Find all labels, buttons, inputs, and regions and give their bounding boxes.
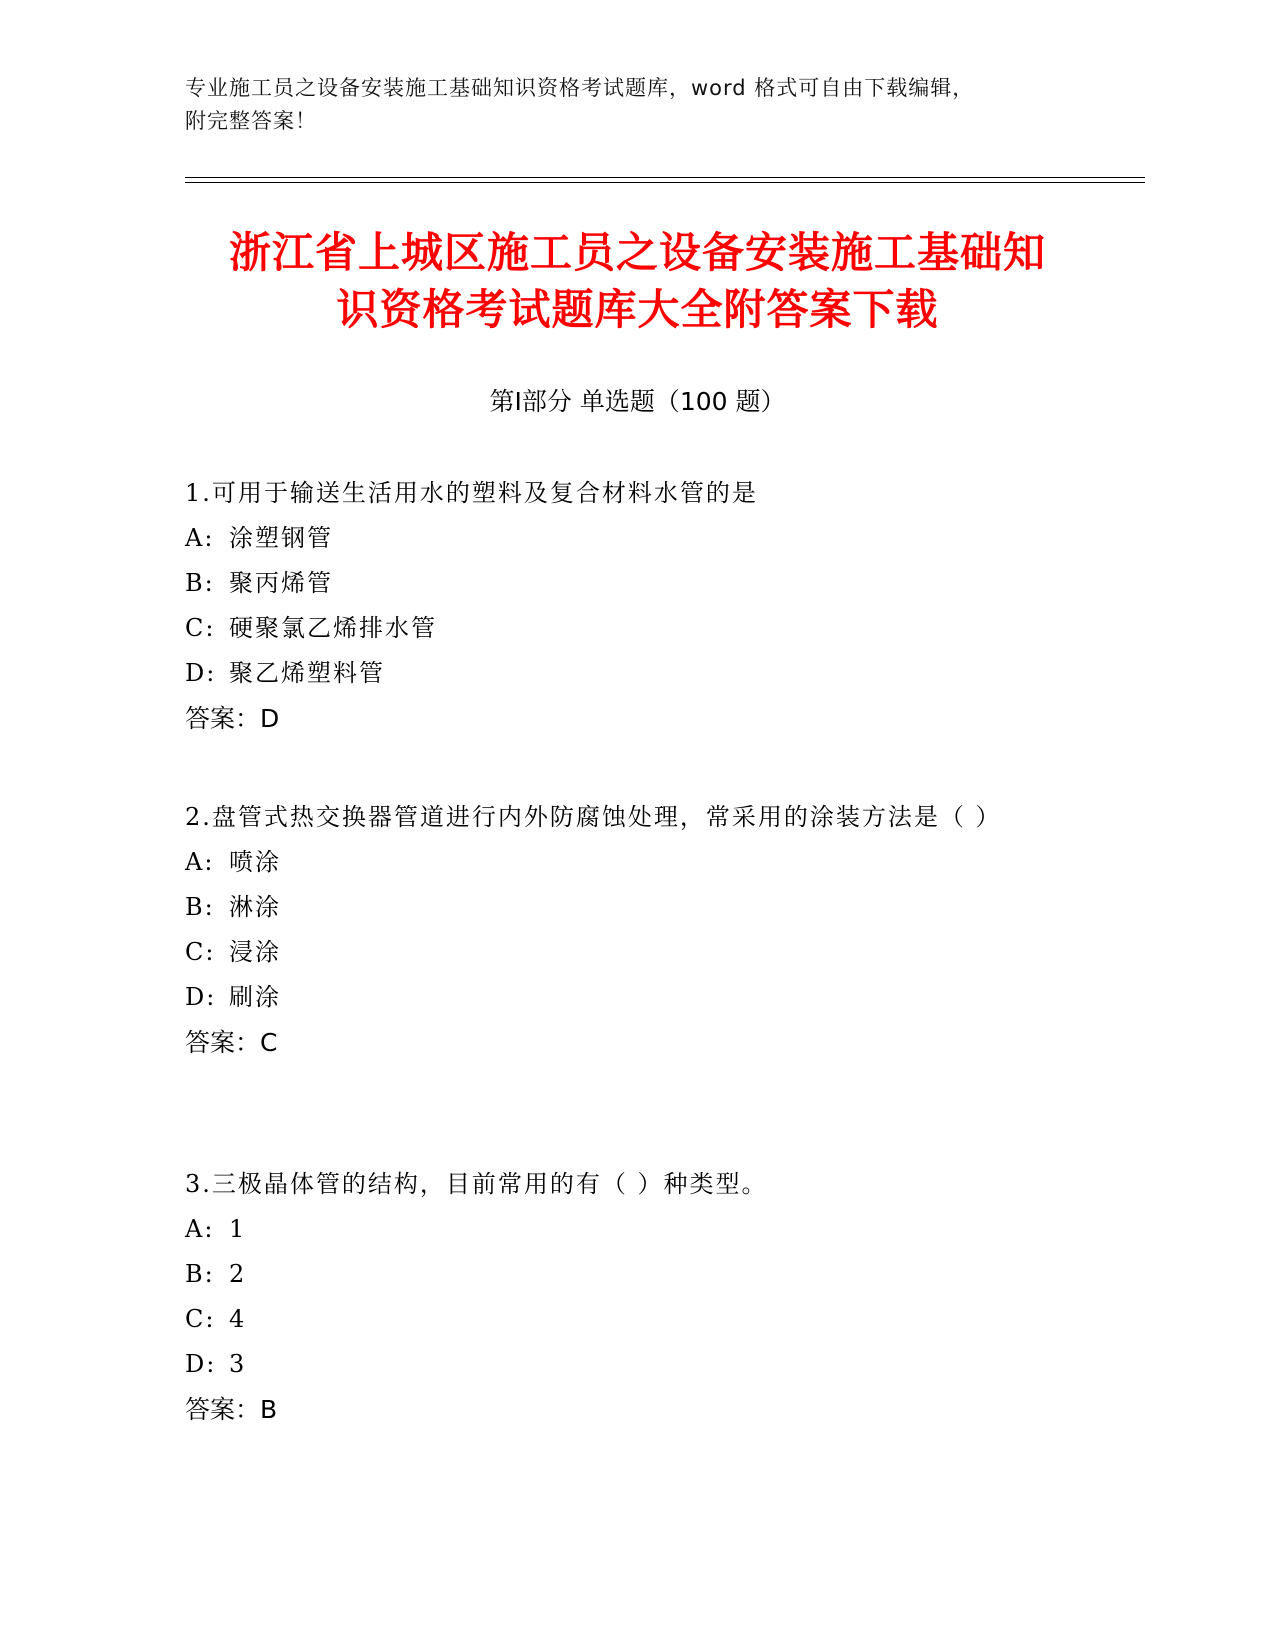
option-key: C:: [185, 938, 216, 966]
option-text: 浸涂: [229, 938, 281, 966]
option-key: B:: [185, 1260, 215, 1288]
intro-line-1: 专业施工员之设备安装施工基础知识资格考试题库，word 格式可自由下载编辑，: [185, 76, 975, 100]
option-key: D:: [185, 659, 217, 687]
option-text: 淋涂: [229, 893, 281, 921]
option-d: [185, 1342, 1085, 1387]
option-c: [185, 930, 1085, 975]
document-title: [160, 224, 1115, 338]
question-3: [185, 1162, 1085, 1432]
option-d: [185, 975, 1085, 1020]
question-text: 2.盘管式热交换器管道进行内外防腐蚀处理，常采用的涂装方法是（ ）: [185, 803, 1002, 831]
option-text: 聚乙烯塑料管: [229, 659, 385, 687]
intro-line-2: 附完整答案！: [185, 109, 317, 133]
option-key: D:: [185, 983, 217, 1011]
option-key: C:: [185, 614, 216, 642]
question-2: [185, 795, 1085, 1065]
option-key: C:: [185, 1305, 216, 1333]
option-text: 1: [229, 1215, 247, 1243]
option-text: 3: [229, 1350, 247, 1378]
option-text: 涂塑钢管: [229, 524, 333, 552]
option-c: [185, 606, 1085, 651]
option-key: A:: [185, 524, 215, 552]
option-key: A:: [185, 1215, 215, 1243]
section-heading: 第Ⅰ部分 单选题（100 题）: [489, 387, 786, 416]
option-text: 刷涂: [229, 983, 281, 1011]
option-a: [185, 516, 1085, 561]
header-divider-bottom: [185, 182, 1145, 183]
title-line-1: 浙江省上城区施工员之设备安装施工基础知: [228, 228, 1046, 277]
answer-line: 答案：D: [185, 704, 280, 733]
question-text: 1.可用于输送生活用水的塑料及复合材料水管的是: [185, 479, 758, 507]
option-b: [185, 561, 1085, 606]
option-c: [185, 1297, 1085, 1342]
option-text: 2: [229, 1260, 247, 1288]
option-a: [185, 840, 1085, 885]
answer-line: 答案：B: [185, 1395, 278, 1424]
option-key: B:: [185, 569, 215, 597]
option-key: A:: [185, 848, 215, 876]
document-intro: [185, 72, 1085, 138]
option-b: [185, 1252, 1085, 1297]
title-line-2: 识资格考试题库大全附答案下载: [336, 285, 939, 334]
option-d: [185, 651, 1085, 696]
option-key: B:: [185, 893, 215, 921]
question-1: [185, 471, 1085, 741]
option-key: D:: [185, 1350, 217, 1378]
header-divider-top: [185, 177, 1145, 178]
option-text: 4: [229, 1305, 247, 1333]
option-text: 喷涂: [229, 848, 281, 876]
option-b: [185, 885, 1085, 930]
option-text: 硬聚氯乙烯排水管: [229, 614, 437, 642]
question-text: 3.三极晶体管的结构，目前常用的有（ ）种类型。: [185, 1170, 768, 1198]
answer-line: 答案：C: [185, 1028, 278, 1057]
option-text: 聚丙烯管: [229, 569, 333, 597]
option-a: [185, 1207, 1085, 1252]
